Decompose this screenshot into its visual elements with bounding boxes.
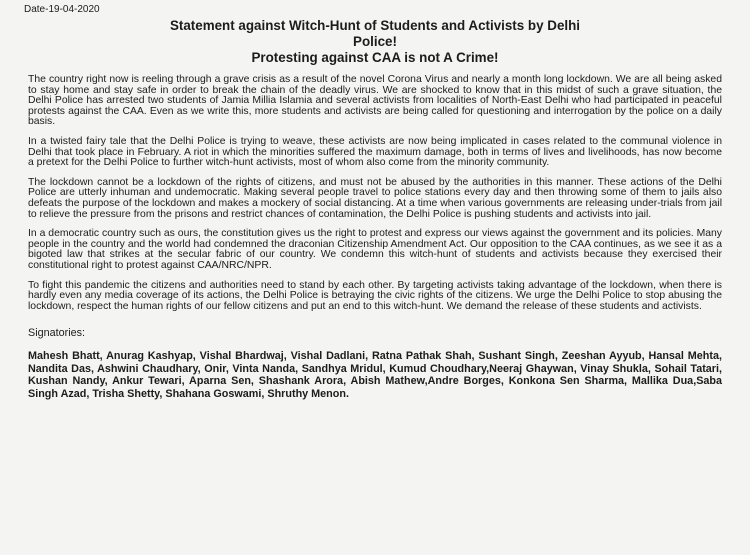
paragraph-1: The country right now is reeling through a grave crisis as a result of the novel Corona Virus and nearly a month long lockdown. We are all being asked to stay home and stay safe in order to break the chain of the deadly virus. We are shocked to know that in this midst of such a grave situation, the Delhi Police has arrested two students of Jamia Millia Islamia and several activists from localities of North-East Delhi who had participated in peaceful protests against the CAA. Even as we write this, more students and activists are being called for questioning and interrogation by the police on a daily basis. (28, 74, 722, 128)
signatories-names: Mahesh Bhatt, Anurag Kashyap, Vishal Bhardwaj, Vishal Dadlani, Ratna Pathak Shah, Sushant Singh, Zeeshan Ayyub, Hansal Mehta, Nandita Das, Ashwini Chaudhary, Onir, Vinta Nanda, Sandhya Mridul, Kumud Choudhary,Neeraj Ghaywan, Vinay Shukla, Sohail Tatari, Kushan Nandy, Ankur Tewari, Aparna Sen, Shashank Arora, Abish Mathew,Andre Borges, Konkona Sen Sharma, Mallika Dua,Saba Singh Azad, Trisha Shetty, Shahana Goswami, Shruthy Menon. (28, 350, 722, 400)
title-line-3: Protesting against CAA is not A Crime! (251, 50, 499, 65)
paragraph-2: In a twisted fairy tale that the Delhi Police is trying to weave, these activists are now being implicated in cases related to the communal violence in Delhi that took place in February. A riot in which the minorities suffered the maximum damage, both in terms of lives and livelihoods, has now become a pretext for the Delhi Police to further witch-hunt activists, most of whom also come from the minority community. (28, 135, 722, 169)
title-line-2: Police! (353, 34, 397, 49)
signatories-label: Signatories: (28, 327, 86, 340)
paragraph-3: The lockdown cannot be a lockdown of the rights of citizens, and must not be abused by the authorities in this manner. These actions of the Delhi Police are utterly inhuman and undemocratic. Making several people travel to police stations every day and then throwing some of them to jails also defeats the purpose of the lockdown and makes a mockery of social distancing. At a time when various governments are releasing under-trials from jail to relieve the pressure from the prisons and restrict chances of contamination, the Delhi Police is pushing students and activists into jail. (28, 176, 722, 220)
document-date: Date-19-04-2020 (24, 4, 100, 15)
document-title (28, 18, 722, 66)
title-line-1: Statement against Witch-Hunt of Students and Activists by Delhi (169, 18, 581, 33)
paragraph-4: In a democratic country such as ours, the constitution gives us the right to protest and express our views against the government and its policies. Many people in the country and the world had condemned the draconian Citizenship Amendment Act. Our opposition to the CAA continues, as we see it as a bigoted law that strikes at the secular fabric of our country. We condemn this witch-hunt of students and activists because they exercised their constitutional right to protest against CAA/NRC/NPR. (28, 228, 722, 271)
paragraph-5: To fight this pandemic the citizens and authorities need to stand by each other. By targeting activists taking advantage of the lockdown, when there is hardly even any media coverage of its actions, the Delhi Police is betraying the civic rights of the citizens. We urge the Delhi Police to stop abusing the lockdown, respect the human rights of our fellow citizens and put an end to this witch-hunt. We demand the release of these students and activists. (28, 279, 722, 312)
